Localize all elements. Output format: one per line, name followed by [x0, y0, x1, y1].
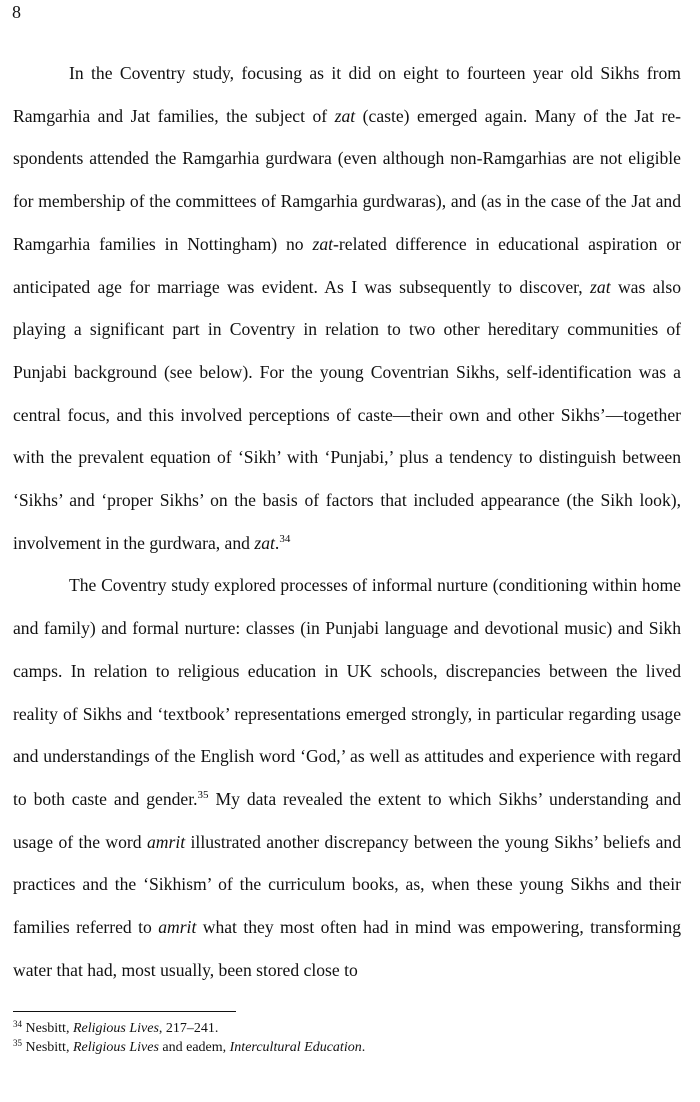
footnotes	[13, 1019, 673, 1057]
text-run: .	[274, 532, 280, 553]
italic-term: zat	[254, 532, 275, 553]
body-text	[13, 52, 681, 991]
footnote-marker: 34	[13, 1019, 22, 1029]
text-run: (caste) emerged again. Many of the Jat respondents attended the Ramgarhia gurdwara (even although non-Ramgarhias are not eligible for membership of the committees of Ramgarhia gurdwaras), and (as in the case of the Jat and Ramgarhia families in Nottingham) no	[13, 105, 681, 254]
italic-term: zat	[334, 105, 356, 126]
footnote-divider	[13, 1011, 236, 1012]
italic-term: Intercultural Education	[229, 1040, 362, 1055]
text-run: and eadem,	[158, 1040, 230, 1055]
text-run: Nesbitt,	[22, 1040, 73, 1055]
italic-term: Religious Lives	[72, 1040, 159, 1055]
italic-term: zat	[590, 276, 611, 297]
text-run: -related difference in educational aspiration or anticipated age for marriage was evident. As I was subsequently to discover,	[13, 233, 681, 297]
paragraph	[13, 564, 681, 991]
footnote-marker: 34	[279, 532, 291, 545]
text-run: illustrated another discrepancy between the young Sikhs’ beliefs and practices and the ‘Sikhism’ of the curriculum books, as, when these young Sikhs and their families referred to	[13, 831, 681, 938]
page-number: 8	[12, 2, 21, 22]
text-run: .	[361, 1040, 366, 1055]
footnote-marker: 35	[197, 788, 209, 801]
text-run: Nesbitt,	[22, 1021, 73, 1036]
text-run: The Coventry study explored processes of informal nurture (conditioning within home and family) and formal nurture: classes (in Punjabi language and devotional music) and Sikh camps. In relation to religious education in UK schools, discrepancies between the lived reality of Sikhs and ‘textbook’ representations emerged strongly, in particular regarding usage and understandings of the English word ‘God,’ as well as attitudes and experience with regard to both caste and gender.	[13, 575, 681, 809]
footnote	[13, 1019, 673, 1038]
text-run: In the Coventry study, focusing as it did on eight to fourteen year old Sikhs from Ramgarhia and Jat families, the subject of	[13, 63, 681, 126]
text-run: what they most often had in mind was empowering, transforming water that had, most usually, been stored close to	[13, 917, 681, 980]
text-run: My data revealed the extent to which Sikhs’ understanding and usage of the word	[13, 788, 682, 852]
italic-term: zat	[312, 233, 334, 254]
text-run: was also playing a significant part in Coventry in relation to two other hereditary communities of Punjabi background (see below). For the young Coventrian Sikhs, self-identification was a central focus, and this involved perceptions of caste—their own and other Sikhs’—together with the prevalent equation of ‘Sikh’ with ‘Punjabi,’ plus a tendency to distinguish between ‘Sikhs’ and ‘proper Sikhs’ on the basis of factors that included appearance (the Sikh look), involvement in the gurdwara, and	[13, 276, 681, 553]
text-run: , 217–241.	[158, 1021, 219, 1036]
italic-term: amrit	[158, 917, 197, 938]
footnote-marker: 35	[13, 1038, 22, 1048]
italic-term: Religious Lives	[72, 1021, 159, 1036]
footnote	[13, 1038, 673, 1057]
paragraph	[13, 52, 681, 564]
italic-term: amrit	[147, 831, 186, 852]
